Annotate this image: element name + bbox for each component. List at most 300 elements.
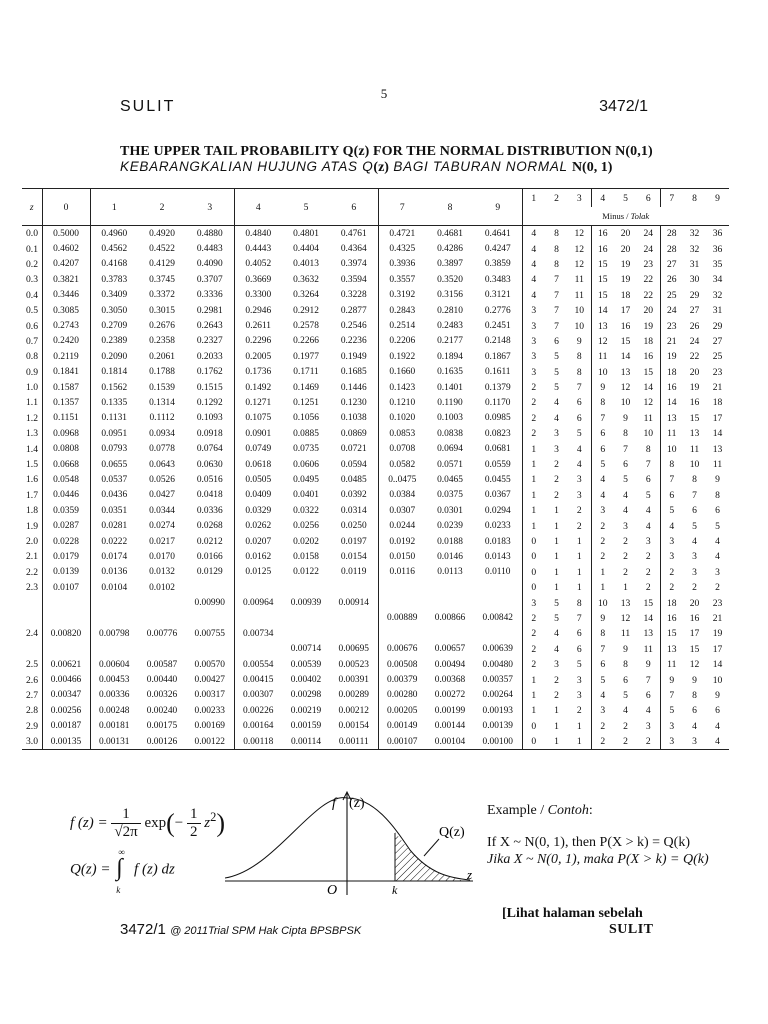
prob-cell: 0.3783 — [101, 274, 128, 285]
prob-cell: 0.2090 — [101, 351, 128, 362]
f-arg: (z) — [349, 796, 365, 811]
diff-cell: 13 — [666, 643, 677, 655]
prob-cell: 0.4247 — [474, 241, 522, 256]
prob-cell: 0.2709 — [101, 321, 128, 332]
prob-cell: 0.2266 — [293, 336, 319, 347]
prob-cell: 0.00889 — [387, 613, 418, 624]
prob-cell: 0.0793 — [101, 444, 128, 455]
diff-cell: 18 — [666, 597, 677, 609]
diff-cell: 1 — [554, 705, 559, 717]
prob-cell: 0.4761 — [330, 226, 378, 242]
diff-cell: 4 — [531, 289, 537, 301]
prob-cell: 0.1446 — [330, 380, 378, 395]
diff-cell: 3 — [669, 536, 675, 547]
diff-cell: 18 — [666, 366, 677, 378]
prob-cell — [186, 580, 234, 595]
prob-cell: 0.0202 — [293, 536, 319, 547]
prob-cell: 0.2946 — [245, 305, 272, 316]
diff-cell: 2 — [692, 582, 697, 594]
prob-cell: 0.0778 — [149, 444, 175, 455]
prob-cell: 0.0158 — [293, 551, 319, 562]
prob-cell: 0.0244 — [389, 521, 416, 532]
prob-cell: 0.0129 — [186, 565, 234, 580]
prob-cell: 0.00193 — [474, 703, 522, 718]
prob-cell: 0.3264 — [293, 290, 319, 301]
prob-cell: 0.00111 — [330, 734, 378, 750]
prob-cell: 0.0853 — [389, 428, 416, 439]
z-value: 0.4 — [22, 288, 42, 303]
prob-cell: 0.00114 — [282, 734, 330, 750]
diff-cell: 2 — [531, 428, 537, 440]
prob-cell: 0.00391 — [330, 672, 378, 687]
diff-cell: 12 — [568, 257, 591, 272]
diff-cell: 16 — [689, 612, 700, 624]
prob-cell: 0.0281 — [101, 521, 128, 532]
digit-header-6: 6 — [330, 189, 378, 226]
digit-header-3: 3 — [186, 189, 234, 226]
prob-cell: 0.0968 — [42, 426, 90, 441]
prob-cell: 0.00164 — [243, 721, 274, 732]
diff-cell: 6 — [568, 626, 591, 641]
prob-cell: 0.1271 — [245, 397, 272, 408]
prob-cell: 0.4522 — [149, 244, 175, 255]
qz-upper: ∞ — [118, 847, 125, 857]
prob-cell: 0.00427 — [186, 672, 234, 687]
diff-cell: 9 — [623, 643, 628, 655]
digit-header-0: 0 — [42, 189, 90, 226]
prob-cell: 0.0146 — [437, 551, 463, 562]
prob-cell: 0.00676 — [387, 644, 418, 655]
prob-cell: 0.1230 — [330, 395, 378, 410]
prob-cell: 0.0548 — [42, 472, 90, 487]
prob-cell: 0.1401 — [437, 382, 463, 393]
prob-cell: 0.0154 — [330, 549, 378, 564]
prob-cell: 0.3897 — [437, 259, 463, 270]
qz-lower: k — [116, 885, 121, 895]
diff-cell: 4 — [715, 720, 720, 732]
diff-cell: 3 — [660, 734, 683, 750]
prob-cell: 0.3446 — [42, 288, 90, 303]
prob-cell: 0.0526 — [149, 474, 175, 485]
table-row — [22, 426, 729, 441]
prob-cell — [426, 595, 474, 610]
diff-cell: 24 — [637, 226, 660, 242]
z-value: 1.2 — [22, 411, 42, 426]
diff-cell: 4 — [669, 520, 675, 532]
diff-cell: 12 — [620, 612, 631, 624]
prob-cell: 0.3707 — [186, 272, 234, 287]
prob-cell: 0.3050 — [101, 305, 128, 316]
diff-cell: 5 — [692, 520, 697, 532]
diff-header-3: 3 — [568, 189, 591, 208]
table-row — [22, 272, 729, 287]
prob-cell: 0.4404 — [293, 244, 319, 255]
diff-cell: 1 — [531, 459, 537, 471]
prob-cell: 0.4483 — [186, 241, 234, 256]
diff-cell: 19 — [666, 351, 677, 363]
z-value: 2.5 — [22, 657, 42, 672]
example-label — [487, 803, 593, 819]
diff-cell: 8 — [568, 365, 591, 380]
footer-code — [120, 921, 361, 938]
prob-cell: 0.0694 — [437, 444, 463, 455]
prob-cell: 0.00695 — [330, 642, 378, 657]
prob-cell: 0.0170 — [149, 551, 175, 562]
prob-cell — [474, 626, 522, 641]
diff-cell: 7 — [669, 689, 675, 701]
diff-cell: 7 — [554, 289, 559, 301]
prob-cell: 0.0166 — [186, 549, 234, 564]
diff-cell: 20 — [689, 597, 700, 609]
diff-cell: 24 — [637, 241, 660, 256]
prob-cell: 0.0436 — [101, 490, 128, 501]
prob-cell: 0.4286 — [437, 244, 463, 255]
diff-cell: 17 — [620, 305, 631, 317]
diff-cell: 8 — [692, 474, 697, 486]
diff-header-1: 1 — [522, 189, 545, 208]
prob-cell — [378, 595, 426, 610]
diff-cell: 8 — [669, 459, 675, 471]
prob-cell: 0.0307 — [389, 505, 416, 516]
prob-cell: 0.0418 — [186, 488, 234, 503]
prob-cell: 0.00990 — [186, 595, 234, 610]
diff-cell: 5 — [554, 382, 559, 394]
diff-cell: 3 — [554, 659, 559, 671]
diff-cell: 2 — [554, 689, 559, 701]
prob-cell — [42, 595, 90, 610]
prob-cell — [42, 611, 90, 626]
prob-cell: 0.0212 — [186, 534, 234, 549]
prob-cell: 0.1314 — [149, 397, 175, 408]
diff-cell: 13 — [620, 366, 631, 378]
prob-cell: 0.1492 — [245, 382, 272, 393]
prob-cell: 0.0643 — [149, 459, 175, 470]
prob-cell: 0.00256 — [42, 703, 90, 718]
diff-cell: 22 — [637, 272, 660, 287]
diff-cell: 0 — [531, 551, 537, 563]
minus-label-italic: Tolak — [630, 211, 650, 221]
prob-cell: 0.1788 — [149, 367, 175, 378]
diff-cell: 19 — [689, 382, 700, 394]
diff-cell: 1 — [531, 474, 537, 486]
prob-cell: 0.0250 — [330, 518, 378, 533]
pdf-formula: f (z) = $\frac{1}{√2\pi}$ exp(− $\frac{1}{2}$ $z^2$) — [70, 806, 226, 840]
prob-cell: 0.00554 — [243, 659, 274, 670]
prob-cell: 0.4602 — [42, 241, 90, 256]
diff-cell: 10 — [597, 366, 608, 378]
diff-cell: 9 — [692, 674, 697, 686]
diff-cell: 1 — [623, 582, 628, 594]
prob-cell: 0.0132 — [149, 567, 175, 578]
diff-cell: 15 — [620, 335, 631, 347]
diff-cell: 7 — [568, 380, 591, 395]
prob-cell: 0.00639 — [474, 642, 522, 657]
diff-cell: 8 — [554, 243, 559, 255]
prob-cell: 0.00494 — [434, 659, 466, 670]
prob-cell: 0.3336 — [186, 288, 234, 303]
diff-cell: 25 — [666, 289, 677, 301]
diff-cell: 16 — [666, 612, 677, 624]
prob-cell: 0.4920 — [149, 228, 175, 239]
z-value: 1.3 — [22, 426, 42, 441]
diff-header-2: 2 — [545, 189, 568, 208]
prob-cell: 0.0582 — [389, 459, 416, 470]
prob-cell — [426, 580, 474, 595]
diff-header-8: 8 — [683, 189, 706, 208]
diff-cell: 27 — [712, 335, 723, 347]
diff-cell: 5 — [554, 612, 559, 624]
table-row — [22, 349, 729, 364]
table-row — [22, 580, 729, 595]
diff-cell: 3 — [568, 672, 591, 687]
prob-cell: 0.0359 — [42, 503, 90, 518]
z-value: 1.1 — [22, 395, 42, 410]
diff-cell: 1 — [554, 520, 559, 532]
diff-cell: 28 — [666, 228, 677, 240]
diff-cell: 2 — [531, 412, 537, 424]
prob-cell: 0.0110 — [474, 565, 522, 580]
diff-cell: 0 — [531, 566, 537, 578]
prob-cell: 0.0217 — [149, 536, 175, 547]
z-value — [22, 595, 42, 610]
example-line-ms: Jika X ~ N(0, 1), maka P(X > k) = Q(k) — [487, 852, 709, 867]
diff-cell: 13 — [637, 626, 660, 641]
example-line-en: If X ~ N(0, 1), then P(X > k) = Q(k) — [487, 835, 690, 850]
table-row — [22, 503, 729, 518]
diff-cell: 1 — [554, 505, 559, 517]
diff-cell: 8 — [623, 659, 628, 671]
z-value — [22, 611, 42, 626]
diff-cell: 15 — [666, 628, 677, 640]
z-value: 2.9 — [22, 719, 42, 734]
diff-cell: 0 — [522, 734, 545, 750]
diff-cell: 8 — [715, 489, 720, 501]
diff-cell: 3 — [531, 320, 537, 332]
prob-cell: 0.0116 — [389, 567, 415, 578]
diff-cell: 4 — [692, 720, 697, 732]
prob-cell: 0.4562 — [101, 244, 128, 255]
prob-cell: 0.0344 — [149, 505, 175, 516]
prob-cell: 0.1977 — [293, 351, 319, 362]
prob-cell: 0.1736 — [245, 367, 272, 378]
diff-cell: 2 — [600, 551, 606, 563]
footer-code-text: 3472/1 — [120, 921, 166, 938]
diff-cell: 2 — [568, 503, 591, 518]
prob-cell — [186, 642, 234, 657]
diff-cell: 3 — [600, 505, 606, 517]
diff-cell: 10 — [637, 426, 660, 441]
diff-cell: 9 — [623, 412, 628, 424]
diff-cell: 2 — [669, 582, 675, 594]
diff-cell: 4 — [623, 489, 628, 501]
z-value: 2.4 — [22, 626, 42, 641]
prob-cell: 0.1038 — [330, 411, 378, 426]
prob-cell: 0.2810 — [437, 305, 463, 316]
prob-cell: 0.2743 — [42, 318, 90, 333]
diff-cell: 4 — [531, 258, 537, 270]
prob-cell: 0.00357 — [474, 672, 522, 687]
prob-cell: 0.00240 — [146, 705, 178, 716]
prob-cell: 0.4681 — [437, 228, 463, 239]
prob-cell: 0.0197 — [330, 534, 378, 549]
prob-cell: 0.00776 — [146, 628, 178, 639]
prob-cell: 0.0375 — [437, 490, 463, 501]
prob-cell: 0.0336 — [186, 503, 234, 518]
prob-cell: 0.1131 — [101, 413, 127, 424]
prob-cell: 0.00368 — [434, 675, 466, 686]
prob-cell: 0.2148 — [474, 334, 522, 349]
prob-cell: 0.00453 — [99, 675, 130, 686]
prob-cell: 0.0735 — [293, 444, 319, 455]
prob-cell: 0.00212 — [330, 703, 378, 718]
diff-cell: 8 — [568, 349, 591, 364]
z-value: 3.0 — [22, 734, 42, 750]
prob-cell: 0.0823 — [474, 426, 522, 441]
prob-cell: 0.0174 — [101, 551, 128, 562]
diff-cell: 10 — [666, 443, 677, 455]
prob-cell: 0.4960 — [101, 228, 128, 239]
prob-cell: 0.3859 — [474, 257, 522, 272]
diff-cell: 4 — [554, 643, 559, 655]
prob-cell: 0.00233 — [186, 703, 234, 718]
prob-cell: 0.2546 — [330, 318, 378, 333]
z-value: 0.3 — [22, 272, 42, 287]
diff-cell: 24 — [689, 335, 700, 347]
diff-cell: 1 — [600, 566, 606, 578]
diff-cell: 3 — [692, 566, 697, 578]
prob-cell: 0.00280 — [387, 690, 418, 701]
prob-cell: 0.0102 — [149, 582, 175, 593]
prob-cell: 0.2912 — [293, 305, 319, 316]
prob-cell: 0.1075 — [245, 413, 272, 424]
prob-cell: 0.00657 — [434, 644, 466, 655]
diff-cell: 12 — [568, 226, 591, 242]
prob-cell: 0.0934 — [149, 428, 175, 439]
z-value: 1.5 — [22, 457, 42, 472]
prob-cell: 0.0427 — [149, 490, 175, 501]
diff-cell: 26 — [666, 274, 677, 286]
digit-header-5: 5 — [282, 189, 330, 226]
prob-cell: 0.1151 — [42, 411, 90, 426]
diff-cell: 34 — [712, 274, 723, 286]
prob-cell: 0.0455 — [474, 472, 522, 487]
diff-cell: 16 — [597, 243, 608, 255]
prob-cell: 0.1587 — [42, 380, 90, 395]
diff-cell: 1 — [554, 536, 559, 547]
table-row — [22, 611, 729, 626]
z-value: 1.6 — [22, 472, 42, 487]
diff-cell: 2 — [623, 720, 628, 732]
diff-cell: 2 — [554, 474, 559, 486]
k-label: k — [392, 883, 398, 897]
diff-cell: 6 — [692, 505, 697, 517]
prob-cell: 0.0262 — [245, 521, 272, 532]
origin-label: O — [327, 883, 338, 898]
prob-cell: 0.3409 — [101, 290, 128, 301]
diff-cell: 6 — [692, 705, 697, 717]
diff-cell: 9 — [568, 334, 591, 349]
table-row — [22, 488, 729, 503]
diff-cell: 15 — [689, 643, 700, 655]
diff-cell: 2 — [637, 734, 660, 750]
diff-cell: 20 — [637, 303, 660, 318]
prob-cell: 0.0351 — [101, 505, 128, 516]
prob-cell: 0.00181 — [99, 721, 130, 732]
table-row — [22, 303, 729, 318]
prob-cell: 0.00126 — [138, 734, 186, 750]
prob-cell: 0.1814 — [101, 367, 128, 378]
table-row — [22, 395, 729, 410]
prob-cell: 0.00336 — [99, 690, 130, 701]
diff-cell: 11 — [568, 288, 591, 303]
z-value: 1.7 — [22, 488, 42, 503]
prob-cell: 0.4443 — [245, 244, 272, 255]
diff-cell: 14 — [666, 397, 677, 409]
prob-cell — [330, 580, 378, 595]
diff-cell: 12 — [597, 335, 608, 347]
diff-cell: 14 — [637, 611, 660, 626]
z-value: 0.7 — [22, 334, 42, 349]
prob-cell: 0.00135 — [42, 734, 90, 750]
diff-cell: 2 — [600, 520, 606, 532]
prob-cell: 0.3121 — [474, 288, 522, 303]
diff-cell: 14 — [597, 305, 608, 317]
diff-cell: 7 — [600, 412, 606, 424]
table-row — [22, 595, 729, 610]
diff-cell: 25 — [712, 351, 723, 363]
table-row — [22, 457, 729, 472]
prob-cell: 0.00755 — [186, 626, 234, 641]
diff-cell: 4 — [531, 274, 537, 286]
prob-cell — [234, 642, 282, 657]
diff-cell: 21 — [712, 612, 723, 624]
prob-cell: 0.00326 — [146, 690, 178, 701]
prob-cell: 0.0465 — [437, 474, 463, 485]
diff-cell: 3 — [669, 720, 675, 732]
diff-cell: 9 — [669, 674, 675, 686]
diff-cell: 21 — [666, 335, 677, 347]
diff-cell: 19 — [620, 258, 631, 270]
prob-cell: 0.0207 — [245, 536, 272, 547]
z-value: 2.2 — [22, 565, 42, 580]
prob-cell: 0.2033 — [186, 349, 234, 364]
prob-cell: 0.00508 — [387, 659, 418, 670]
prob-cell: 0.0559 — [474, 457, 522, 472]
prob-cell: 0.3594 — [330, 272, 378, 287]
prob-cell: 0.4641 — [474, 226, 522, 242]
diff-cell: 4 — [637, 703, 660, 718]
prob-cell: 0.3300 — [245, 290, 272, 301]
prob-cell: 0.1292 — [186, 395, 234, 410]
diff-cell: 4 — [637, 503, 660, 518]
diff-cell: 2 — [600, 720, 606, 732]
prob-cell: 0.1894 — [437, 351, 463, 362]
diff-cell: 6 — [568, 395, 591, 410]
diff-cell: 12 — [568, 241, 591, 256]
prob-cell: 0.4880 — [186, 226, 234, 242]
diff-cell: 23 — [712, 597, 723, 609]
fz-half-den: 2 — [190, 824, 198, 840]
f-label: f — [332, 796, 336, 811]
prob-cell: 0.00100 — [474, 734, 522, 750]
fz-lhs: f (z) = — [70, 814, 108, 831]
diff-cell: 1 — [531, 674, 537, 686]
digit-header-1: 1 — [90, 189, 138, 226]
qz-integrand: f (z) dz — [134, 861, 175, 878]
prob-cell: 0.00272 — [434, 690, 466, 701]
diff-cell: 3 — [683, 734, 706, 750]
prob-cell: 0.00939 — [290, 598, 322, 609]
